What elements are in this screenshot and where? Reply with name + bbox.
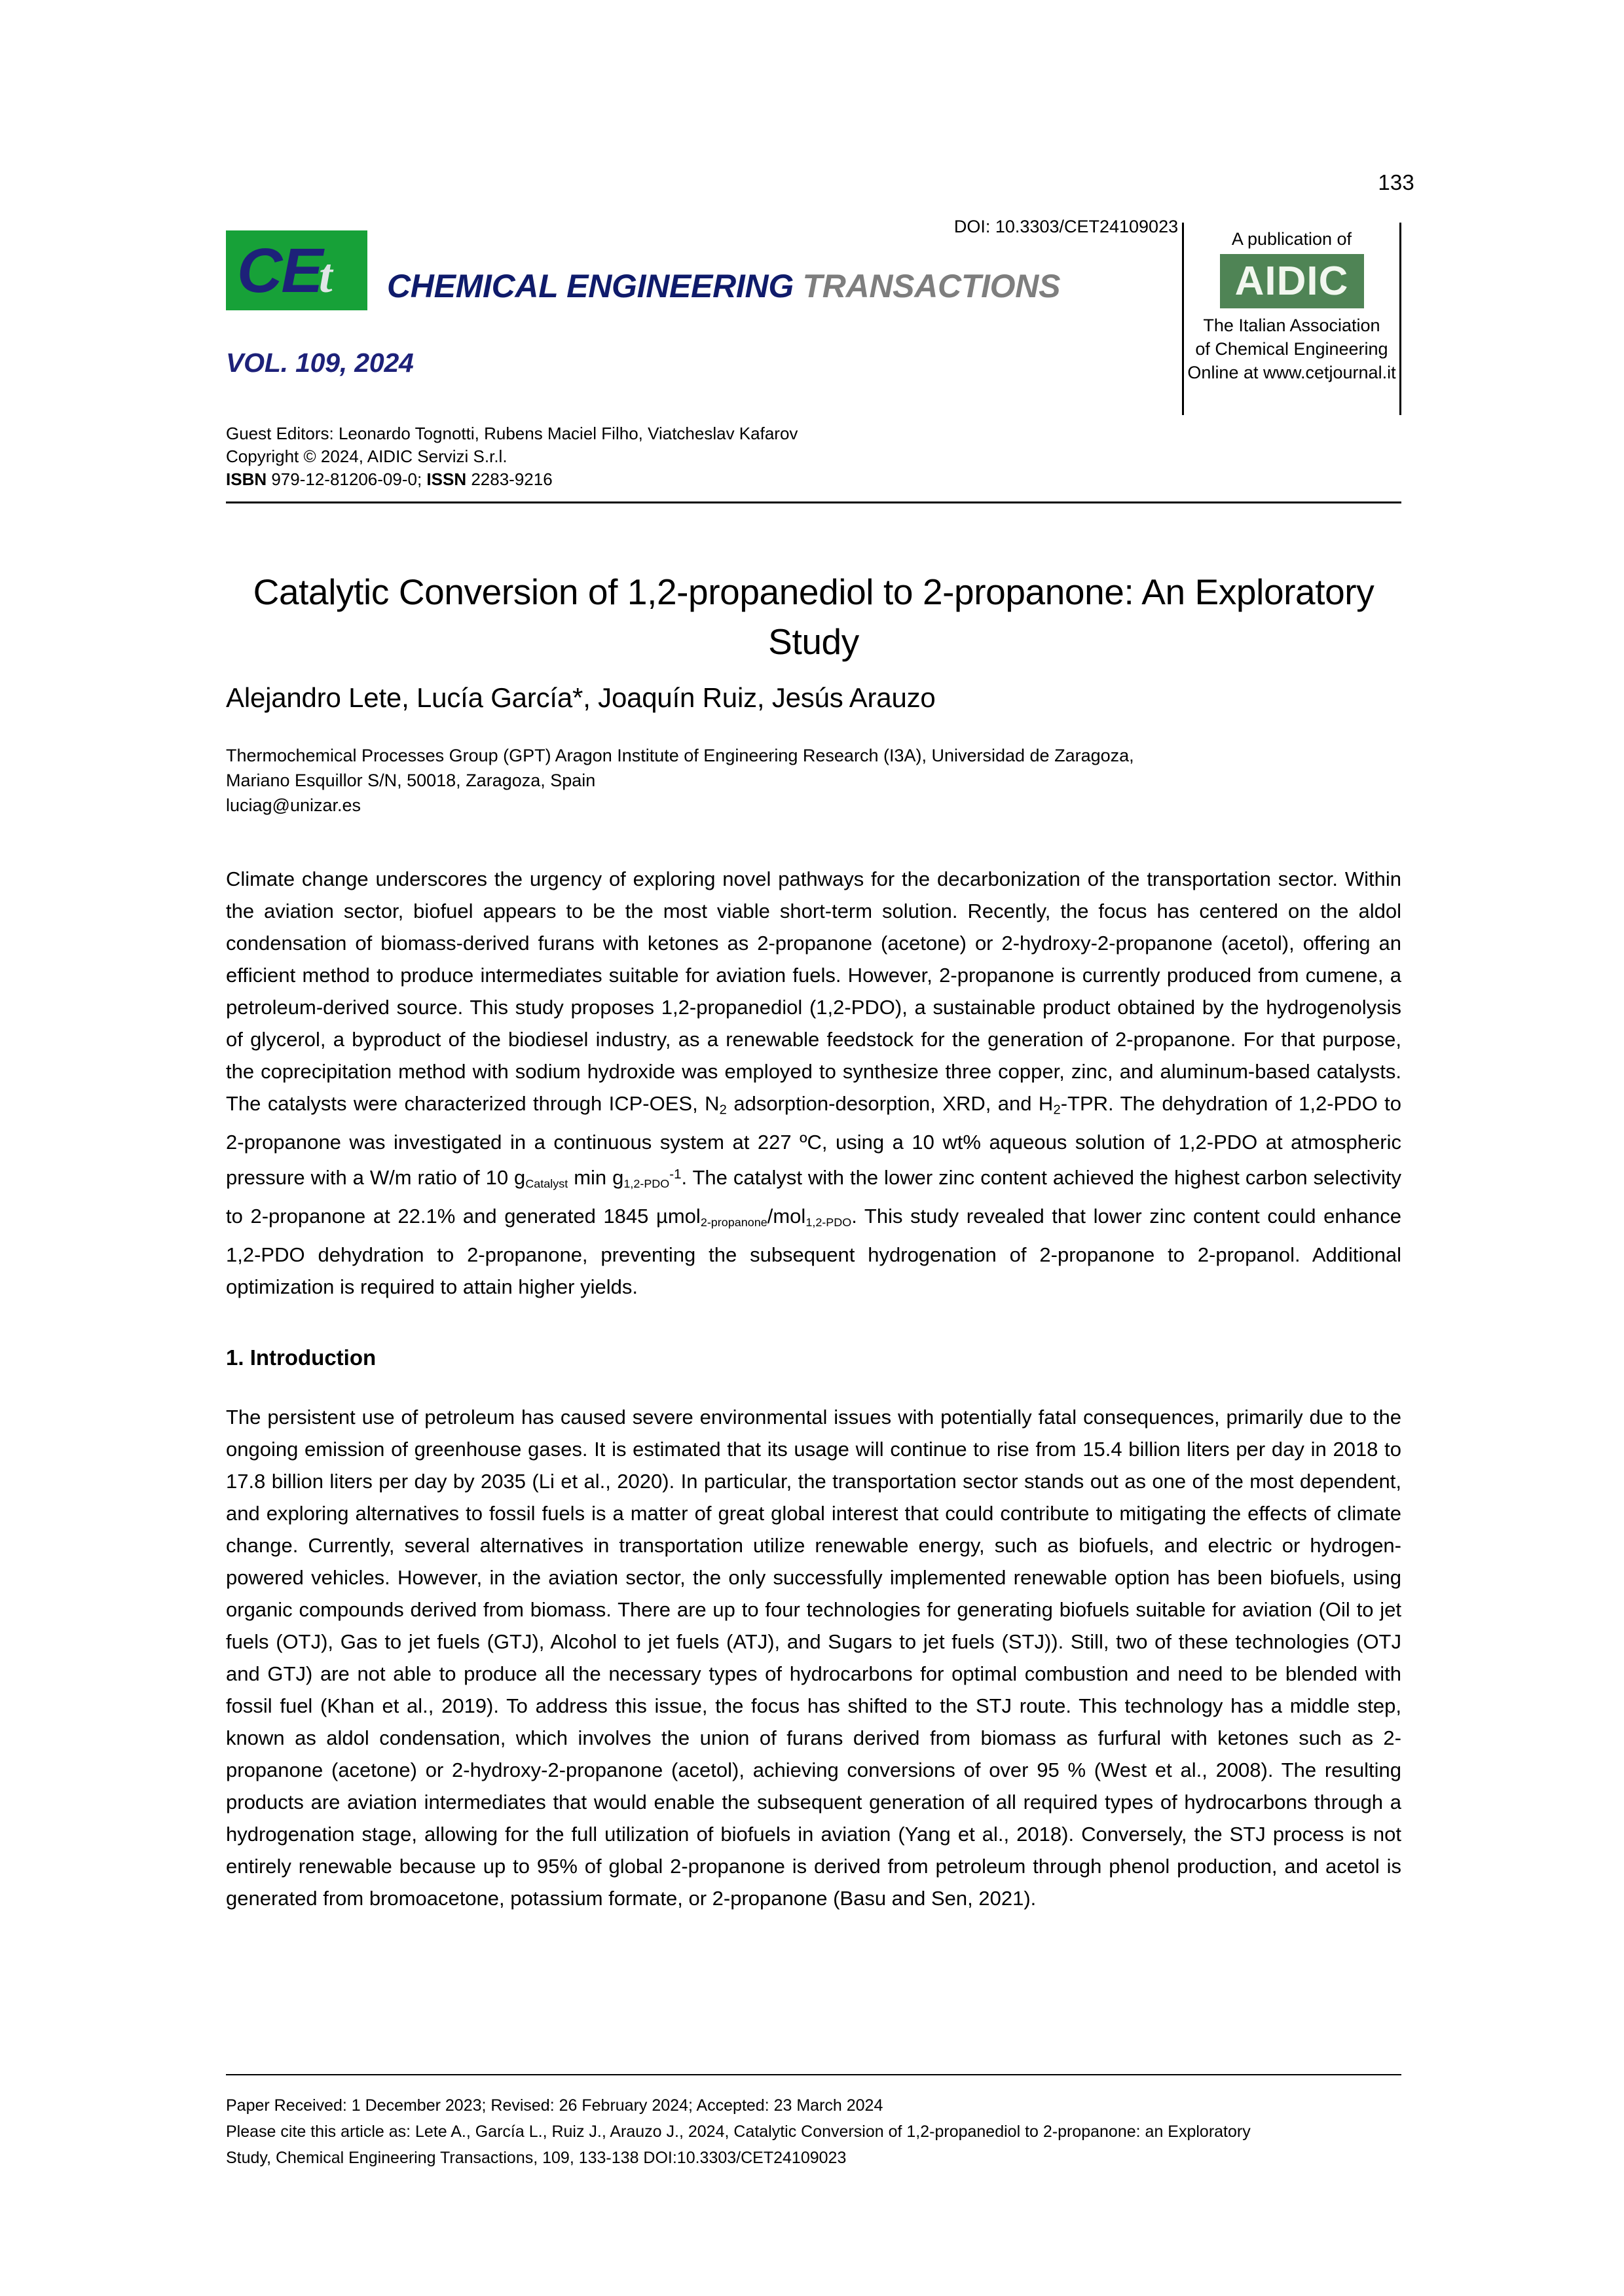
abstract-sub-2propanone: 2-propanone xyxy=(700,1215,767,1229)
association-line-2: of Chemical Engineering xyxy=(1195,339,1388,359)
cet-logo-t-text: t xyxy=(319,249,333,303)
abstract-part-4: min g xyxy=(568,1165,624,1189)
copyright-line: Copyright © 2024, AIDIC Servizi S.r.l. xyxy=(226,446,507,466)
affiliation-line-2: Mariano Esquillor S/N, 50018, Zaragoza, Spain xyxy=(226,771,596,790)
section-heading-introduction: 1. Introduction xyxy=(226,1345,377,1370)
journal-title xyxy=(387,267,1060,305)
isbn-label: ISBN xyxy=(226,469,267,489)
citation-line-1: Please cite this article as: Lete A., García L., Ruiz J., Arauzo J., 2024, Catalytic Conversion of 1,2-propanediol to 2-propanone: an Exploratory xyxy=(226,2123,1251,2141)
abstract-part-2: adsorption-desorption, XRD, and H xyxy=(726,1092,1054,1115)
isbn-value: 979-12-81206-09-0; xyxy=(267,469,427,489)
editors-block xyxy=(226,422,1012,491)
doi-label: DOI: 10.3303/CET24109023 xyxy=(953,217,1179,236)
cet-logo-icon xyxy=(226,230,367,310)
aidic-logo-icon xyxy=(1220,254,1364,308)
issn-value: 2283-9216 xyxy=(466,469,553,489)
abstract-part-6: /mol xyxy=(767,1204,806,1228)
isbn-issn-line xyxy=(226,468,1012,491)
guest-editors-label: Guest Editors: xyxy=(226,424,334,443)
abstract-part-1: Climate change underscores the urgency of exploring novel pathways for the decarbonization of the transportation sector. Within the aviation sector, biofuel appears to be the most viable short-term solution. Recently, the focus has centered on the aldol condensation of biomass-derived furans with ketones as 2-propanone (acetone) or 2-hydroxy-2-propanone (acetol), offering an efficient method to produce intermediates suitable for aviation fuels. However, 2-propanone is currently produced from cumene, a petroleum-derived source. This study proposes 1,2-propanediol (1,2-PDO), a sustainable product obtained by the hydrogenolysis of glycerol, a byproduct of the biodiesel industry, as a renewable feedstock for the generation of 2-propanone. For that purpose, the coprecipitation method with sodium hydroxide was employed to synthesize three copper, zinc, and aluminum-based catalysts. The catalysts were characterized through ICP-OES, N xyxy=(226,867,1401,1115)
masthead-left xyxy=(226,223,1172,419)
corresponding-email[interactable]: luciag@unizar.es xyxy=(226,795,361,815)
journal-title-secondary: TRANSACTIONS xyxy=(802,268,1061,304)
abstract-sub-pdo: 1,2-PDO xyxy=(623,1176,670,1190)
journal-title-primary: CHEMICAL ENGINEERING xyxy=(387,268,794,304)
author-affiliation xyxy=(226,743,1401,818)
journal-masthead xyxy=(226,223,1401,419)
abstract-sup-minus-one: -1 xyxy=(669,1166,682,1182)
paper-dates-line: Paper Received: 1 December 2023; Revised: 26 February 2024; Accepted: 23 March 2024 xyxy=(226,2096,883,2115)
introduction-paragraph: The persistent use of petroleum has caused severe environmental issues with potentially fatal consequences, primarily due to the ongoing emission of greenhouse gases. It is estimated that its usage will continue to rise from 15.4 billion liters per day in 2018 to 17.8 billion liters per day by 2035 (Li et al., 2020). In particular, the transportation sector stands out as one of the most dependent, and exploring alternatives to fossil fuels is a matter of great global interest that could contribute to mitigating the effects of climate change. Currently, several alternatives in transportation utilize renewable energy, such as biofuels, and electric or hydrogen-powered vehicles. However, in the aviation sector, the only successfully implemented renewable option has been biofuels, using organic compounds derived from biomass. There are up to four technologies for generating biofuels suitable for aviation (Oil to jet fuels (OTJ), Gas to jet fuels (GTJ), Alcohol to jet fuels (ATJ), and Sugars to jet fuels (STJ)). Still, two of these technologies (OTJ and GTJ) are not able to produce all the necessary types of hydrocarbons for optimal combustion and need to be blended with fossil fuel (Khan et al., 2019). To address this issue, the focus has shifted to the STJ route. This technology has a middle step, known as aldol condensation, which involves the union of furans derived from biomass as furfural with ketones such as 2-propanone (acetone) or 2-hydroxy-2-propanone (acetol), achieving conversions of over 95 % (West et al., 2008). The resulting products are aviation intermediates that would enable the subsequent generation of all required types of hydrocarbons through a hydrogenation stage, allowing for the full utilization of biofuels in aviation (Yang et al., 2018). Conversely, the STJ process is not entirely renewable because up to 95% of global 2-propanone is derived from petroleum through phenol production, and acetol is generated from bromoacetone, potassium formate, or 2-propanone (Basu and Sen, 2021). xyxy=(226,1406,1401,1910)
footer-divider xyxy=(226,2074,1401,2075)
publication-of-label: A publication of xyxy=(1231,229,1352,249)
abstract-text xyxy=(226,863,1401,1303)
abstract-sub-h2: 2 xyxy=(1053,1102,1061,1118)
issn-label: ISSN xyxy=(426,469,467,489)
page-number: 133 xyxy=(1378,170,1414,194)
header-divider xyxy=(226,501,1401,503)
affiliation-line-1: Thermochemical Processes Group (GPT) Aragon Institute of Engineering Research (I3A), Universidad de Zaragoza, xyxy=(226,746,1134,765)
aidic-logo-text: AIDIC xyxy=(1234,258,1349,304)
abstract-part-7: . This study revealed that lower zinc content could enhance 1,2-PDO dehydration to 2-propanone, preventing the subsequent hydrogenation of 2-propanone to 2-propanol. Additional optimization is required to attain higher yields. xyxy=(226,1204,1402,1298)
association-website: Online at www.cetjournal.it xyxy=(1187,363,1396,382)
article-authors: Alejandro Lete, Lucía García*, Joaquín Ruiz, Jesús Arauzo xyxy=(226,682,936,713)
abstract-part-3: -TPR. The dehydration of 1,2-PDO to 2-propanone was investigated in a continuous system at 227 ºC, using a 10 wt% aqueous solution of 1,2-PDO at atmospheric pressure with a W/m ratio of 10 g xyxy=(226,1092,1402,1189)
publisher-box xyxy=(1182,223,1401,415)
guest-editors-names: Leonardo Tognotti, Rubens Maciel Filho, Viatcheslav Kafarov xyxy=(333,424,798,443)
article-title: Catalytic Conversion of 1,2-propanediol to 2-propanone: An Exploratory Study xyxy=(253,572,1375,662)
journal-volume: VOL. 109, 2024 xyxy=(226,348,414,378)
abstract-sub-catalyst: Catalyst xyxy=(525,1176,568,1190)
footer-block xyxy=(226,2092,1401,2171)
abstract-sub-12pdo: 1,2-PDO xyxy=(805,1215,852,1229)
guest-editors-line xyxy=(226,422,1012,445)
abstract-part-5: . The catalyst with the lower zinc content achieved the highest carbon selectivity to 2-propanone at 22.1% and generated 1845 µmol xyxy=(226,1165,1402,1228)
citation-line-2: Study, Chemical Engineering Transactions, 109, 133-138 DOI:10.3303/CET24109023 xyxy=(226,2149,847,2167)
abstract-sub-n2: 2 xyxy=(719,1102,727,1118)
association-line-1: The Italian Association xyxy=(1203,316,1380,335)
cet-logo-ce-text: CE xyxy=(237,236,322,306)
